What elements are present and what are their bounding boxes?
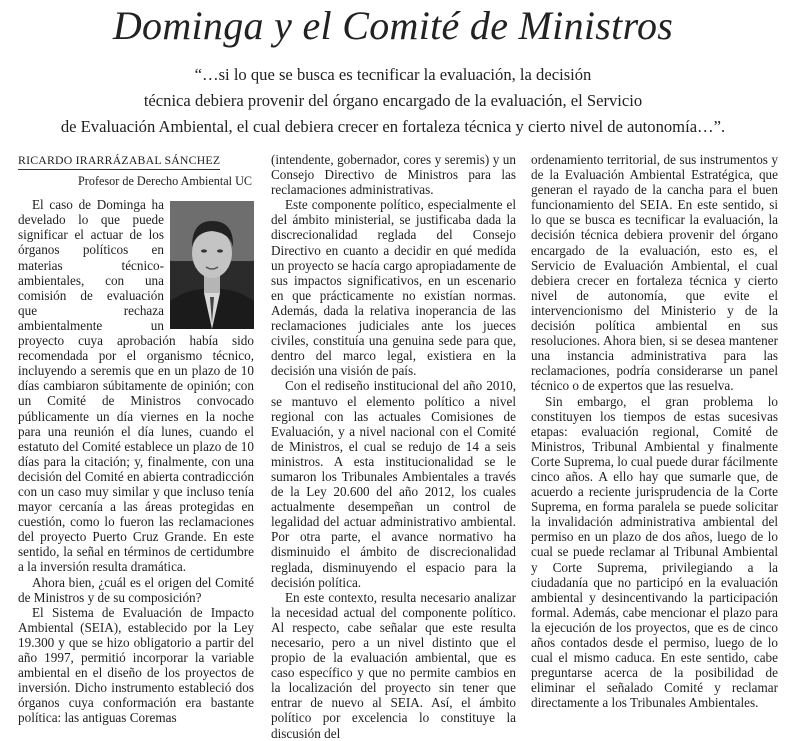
author-role: Profesor de Derecho Ambiental UC	[78, 174, 252, 189]
paragraph: (intendente, gobernador, cores y seremis) y un Consejo Directivo de Ministros para las reclamaciones administrativas.	[271, 152, 516, 198]
column-1	[18, 152, 254, 725]
paragraph: Con el rediseño institucional del año 2010, se mantuvo el elemento político a nivel regional con las actuales Comisiones de Evaluación, y a nivel nacional con el Comité de Ministros, el cual se redujo de 14 a seis ministros. A esta institucionalidad se le sumaron los Tribunales Ambientales a través de la Ley 20.600 del año 2012, los cuales actualmente desempeñan un control de legalidad del actuar administrativo ambiental. Por otra parte, el avance normativo ha disminuido el ámbito de discrecionalidad reglada, disminuyendo el espacio para la decisión política.	[271, 378, 516, 590]
paragraph: ordenamiento territorial, de sus instrumentos y de la Evaluación Ambiental Estratégica, que generan el rayado de la cancha para el buen funcionamiento del SEIA. En este sentido, si lo que se busca es tecnificar la evaluación, la decisión técnica debiera provenir del órgano encargado de la evaluación, esto es, el Servicio de Evaluación Ambiental, el cual debiera crecer en fortaleza técnica y cierto nivel de autonomía, que evite el intervencionismo del Ministerio y de la decisión política ambiental en sus resoluciones. Ahora bien, si se desea mantener una instancia administrativa para las reclamaciones, podría considerarse un panel técnico o de expertos que las resuelva.	[531, 152, 778, 394]
paragraph: Este componente político, especialmente el del ámbito ministerial, se justificaba dada la discrecionalidad reglada del Consejo Directivo en cuanto a decidir en qué medida un proyecto se hacía cargo apropiadamente de sus impactos significativos, en un escenario en que prácticamente no existían normas. Además, dada la relativa inoperancia de las reclamaciones judiciales ante los jueces civiles, constituía una genuina sede para que, dentro del marco legal, existiera en la decisión una visión de país.	[271, 197, 516, 379]
column-3	[531, 152, 778, 710]
pull-quote-line: “…si lo que se busca es tecnificar la evaluación, la decisión	[194, 65, 592, 84]
author-name: RICARDO IRARRÁZABAL SÁNCHEZ	[18, 153, 220, 170]
author-photo	[170, 201, 254, 329]
pull-quote-line: técnica debiera provenir del órgano encargado de la evaluación, el Servicio	[143, 91, 643, 110]
column-2	[271, 152, 516, 741]
paragraph: Sin embargo, el gran problema lo constituyen los tiempos de estas sucesivas etapas: evaluación regional, Comité de Ministros, Tribunal Ambiental y finalmente Corte Suprema, lo cual puede durar fácilmente cinco años. A ello hay que sumarle que, de acuerdo a reciente jurisprudencia de la Corte Suprema, en forma paralela se puede solicitar la invalidación administrativa ambiental del permiso en un plazo de dos años, luego de lo cual se puede reclamar al Tribunal Ambiental y Corte Suprema, privilegiando a la ciudadanía que no participó en la evaluación ambiental y desincentivando la participación formal. Además, cabe mencionar el plazo para la ejecución de los proyectos, que es de cinco años contados desde el permiso, luego de lo cual el mismo caduca. En este sentido, cabe preguntarse acerca de la posibilidad de eliminar el señalado Comité y reclamar directamente a los Tribunales Ambientales.	[531, 393, 778, 711]
paragraph: El Sistema de Evaluación de Impacto Ambiental (SEIA), establecido por la Ley 19.300 y que se hizo obligatorio a partir del año 1997, permitió incorporar la variable ambiental en el diseño de los proyectos de inversión. Dicho instrumento estableció dos órganos cuya conformación era bastante política: las antiguas Coremas	[18, 604, 254, 726]
paragraph: En este contexto, resulta necesario analizar la necesidad actual del componente político. Al respecto, cabe señalar que este resulta necesario, pero a un nivel distinto que el propio de la evaluación ambiental, que es caso específico y que no permite cambios en la localización del proyecto sin tener que entrar de nuevo al SEIA. Así, el ámbito político por excelencia lo constituye la discusión del	[271, 589, 516, 741]
paragraph: El caso de Dominga ha develado lo que puede significar el actuar de los órganos políticos en materias técnico-ambientales, con una comisión de evaluación que rechaza ambientalmente un proyecto cuya aprobación había sido recomendada por el organismo técnico, incluyendo a seremis que en un plazo de 10 días cambiaron súbitamente de opinión; con un Comité de Ministros convocado públicamente un día viernes en la noche para una reunión el día lunes, cuando el estatuto del Comité establece un plazo de 10 días para la citación; y, finalmente, con una decisión del Comité en abierta contradicción con un caso muy similar y que incluso tenía mayor cercanía a las áreas protegidas en cuestión, como lo fueron las reclamaciones del proyecto Puerto Cruz Grande. En este sentido, la señal en términos de certidumbre a la inversión resulta dramática.	[18, 197, 254, 575]
pull-quote-line: de Evaluación Ambiental, el cual debiera crecer en fortaleza técnica y cierto nivel de autonomía…”.	[60, 117, 726, 136]
paragraph: Ahora bien, ¿cuál es el origen del Comité de Ministros y de su composición?	[18, 574, 254, 605]
pull-quote	[0, 62, 786, 140]
article-title: Dominga y el Comité de Ministros	[112, 3, 674, 48]
